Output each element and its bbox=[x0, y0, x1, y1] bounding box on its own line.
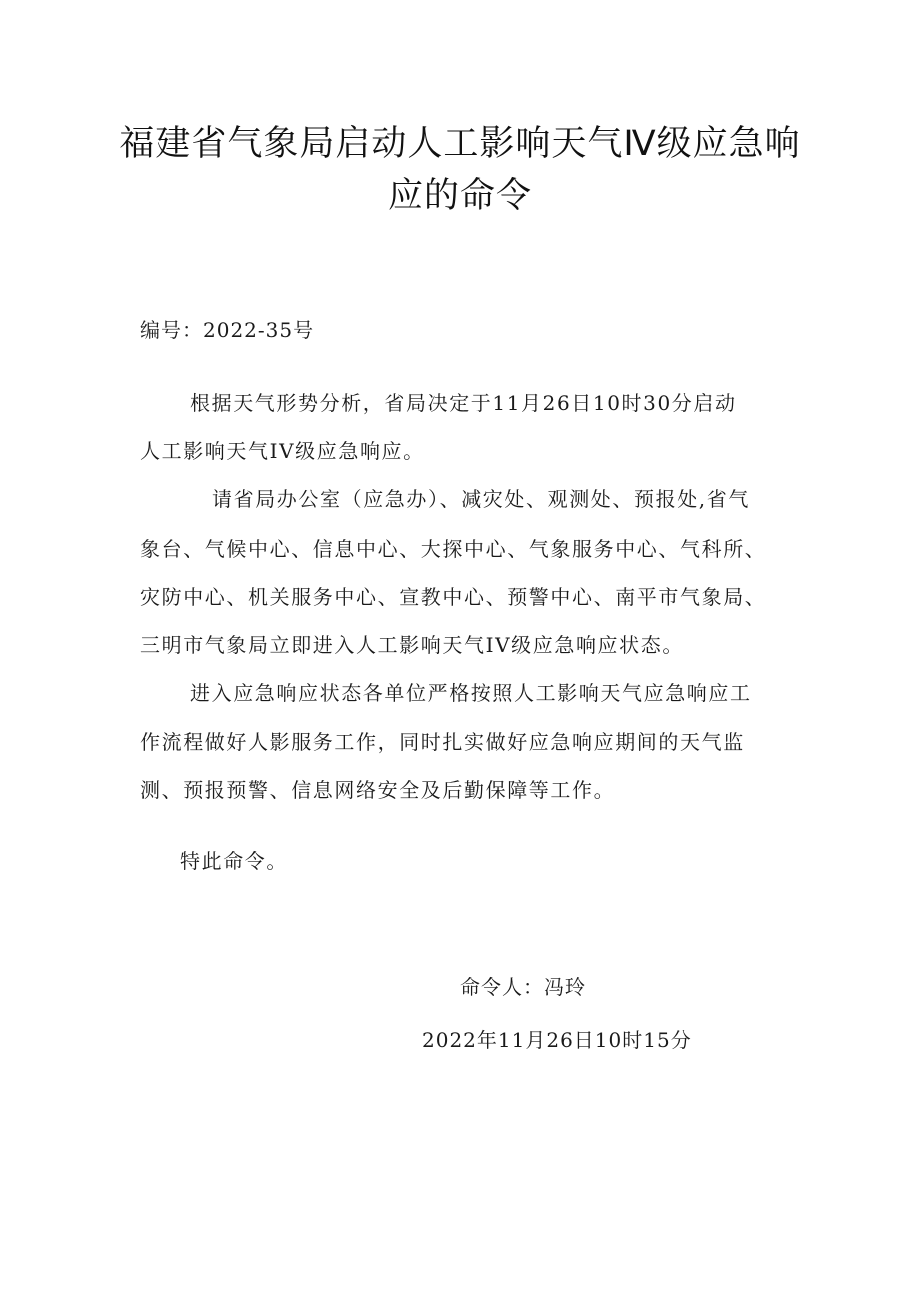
paragraph-line: 三明市气象局立即进入人工影响天气IV级应急响应状态。 bbox=[140, 633, 684, 657]
document-number: 编号：2022-35号 bbox=[140, 318, 315, 342]
paragraph-line: 进入应急响应状态各单位严格按照人工影响天气应急响应工 bbox=[190, 681, 752, 705]
closing-line: 特此命令。 bbox=[180, 849, 288, 873]
issue-datetime: 2022年11月26日10时15分 bbox=[422, 1028, 692, 1052]
paragraph-line: 作流程做好人影服务工作，同时扎实做好应急响应期间的天气监 bbox=[140, 730, 745, 754]
paragraph-line: 测、预报预警、信息网络安全及后勤保障等工作。 bbox=[140, 778, 616, 802]
paragraph-line: 象台、气候中心、信息中心、大探中心、气象服务中心、气科所、 bbox=[140, 537, 767, 561]
issuer-signature: 命令人：冯玲 bbox=[460, 975, 586, 999]
paragraph-line: 根据天气形势分析，省局决定于11月26日10时30分启动 bbox=[190, 391, 737, 415]
paragraph-line: 人工影响天气IV级应急响应。 bbox=[140, 439, 425, 463]
paragraph-line: 请省局办公室（应急办）、减灾处、观测处、预报处,省气 bbox=[212, 487, 750, 511]
paragraph-line: 灾防中心、机关服务中心、宣教中心、预警中心、南平市气象局、 bbox=[140, 585, 767, 609]
document-title-line-2: 应的命令 bbox=[387, 176, 532, 216]
document-title-line-1: 福建省气象局启动人工影响天气Ⅳ级应急响 bbox=[119, 124, 801, 164]
